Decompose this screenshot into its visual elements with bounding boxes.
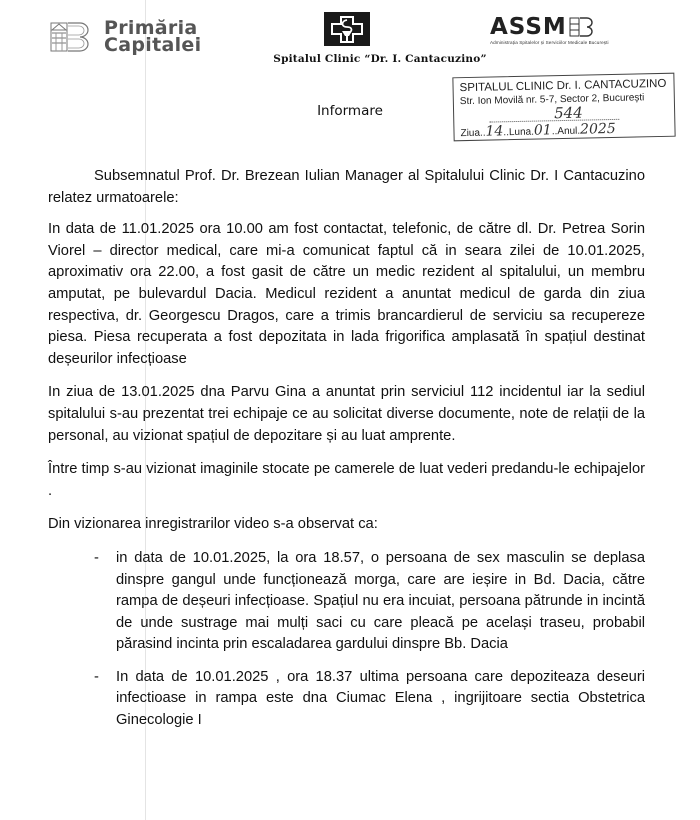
document-title: Informare xyxy=(317,103,383,119)
paragraph: In ziua de 13.01.2025 dna Parvu Gina a anuntat prin serviciul 112 incidentul iar la sediul spitalului s-au prezentat trei echipaje ce au solicitat diverse documente, note de relații de la personal, au vizionat spațiul de depozitare și au luat amprente. xyxy=(48,384,645,444)
stamp-date-line: Ziua..14..Luna.01..Anul.2025 xyxy=(460,120,616,140)
stamp-anul-value: 2025 xyxy=(579,120,616,138)
stamp-ziua-label: Ziua xyxy=(460,127,481,140)
paragraph-intro: Subsemnatul Prof. Dr. Brezean Iulian Manager al Spitalului Clinic Dr. I Cantacuzino relatez urmatoarele: xyxy=(48,168,645,206)
list-item-text: in data de 10.01.2025, la ora 18.57, o persoana de sex masculin se deplasa dinspre gangul unde funcționează morga, care are ieșire in Bd. Dacia, către rampa de deșeuri infecțioase. Spațiul nu era incuiat, persoana pătrunde in incintă de unde sustrage mai mulți saci cu care pleacă pe același traseu, probabil părasind incinta prin escaladarea gardului dinspre Bb. Dacia xyxy=(116,549,645,653)
assmb-logo xyxy=(490,16,609,45)
assmb-tagline: Administrația Spitalelor și Serviciilor Medicale București xyxy=(490,40,609,45)
bullet-dash: - xyxy=(94,549,99,566)
logo-line2: Capitalei xyxy=(104,34,202,56)
paragraph: In data de 11.01.2025 ora 10.00 am fost contactat, telefonic, de către dl. Dr. Petrea Sorin Viorel – director medical, care mi-a comunicat faptul că in seara zilei de 10.01.2025, aproximativ ora 22.00, a fost gasit de către un medic rezident al spitalului, un membru amputat, pe bulevardul Dacia. Medicul rezident a anuntat medicul de garda din ziua respectiva, dr. Georgescu Dragos, care a trimis brancardierul de serviciu sa recupereze piesa. Piesa recuperata a fost depozitata in lada frigorifica amplasată în spațiul destinat deșeurilor infecțioase xyxy=(48,221,645,367)
stamp-luna-label: Luna xyxy=(508,126,532,139)
document-body xyxy=(48,166,645,743)
list-item xyxy=(48,548,645,656)
list-item-text: In data de 10.01.2025 , ora 18.37 ultima persoana care depoziteaza deseuri infectioase in rampa este dna Ciumac Elena , ingrijitoare sectia Obstetrica Ginecologie I xyxy=(116,668,645,729)
caduceus-cross-icon xyxy=(324,12,370,46)
observations-list xyxy=(48,548,645,732)
stamp-ziua-value: 14 xyxy=(485,123,504,140)
stamp-hospital-name: SPITALUL CLINIC Dr. I. CANTACUZINO xyxy=(459,77,667,95)
list-item xyxy=(48,667,645,732)
stamp-luna-value: 01 xyxy=(533,122,552,139)
stamp-anul-label: Anul xyxy=(557,125,578,138)
stamp-address: Str. Ion Movilă nr. 5-7, Sector 2, București xyxy=(459,92,645,108)
pmb-building-icon xyxy=(50,21,92,53)
stamp-registration-number: 544 xyxy=(553,103,583,123)
hospital-name: Spitalul Clinic “Dr. I. Cantacuzino” xyxy=(273,53,487,65)
paragraph: Din vizionarea inregistrarilor video s-a observat ca: xyxy=(48,516,378,533)
logo-line1: Primăria xyxy=(104,17,198,39)
primaria-capitalei-logo xyxy=(50,17,202,56)
assmb-b-icon xyxy=(569,17,595,37)
paragraph: Între timp s-au vizionat imaginile stocate pe camerele de luat vederi predandu-le echipajelor . xyxy=(48,461,645,499)
bullet-dash: - xyxy=(94,668,99,685)
assmb-wordmark: ASSM xyxy=(490,14,567,40)
primaria-capitalei-text xyxy=(104,17,202,56)
